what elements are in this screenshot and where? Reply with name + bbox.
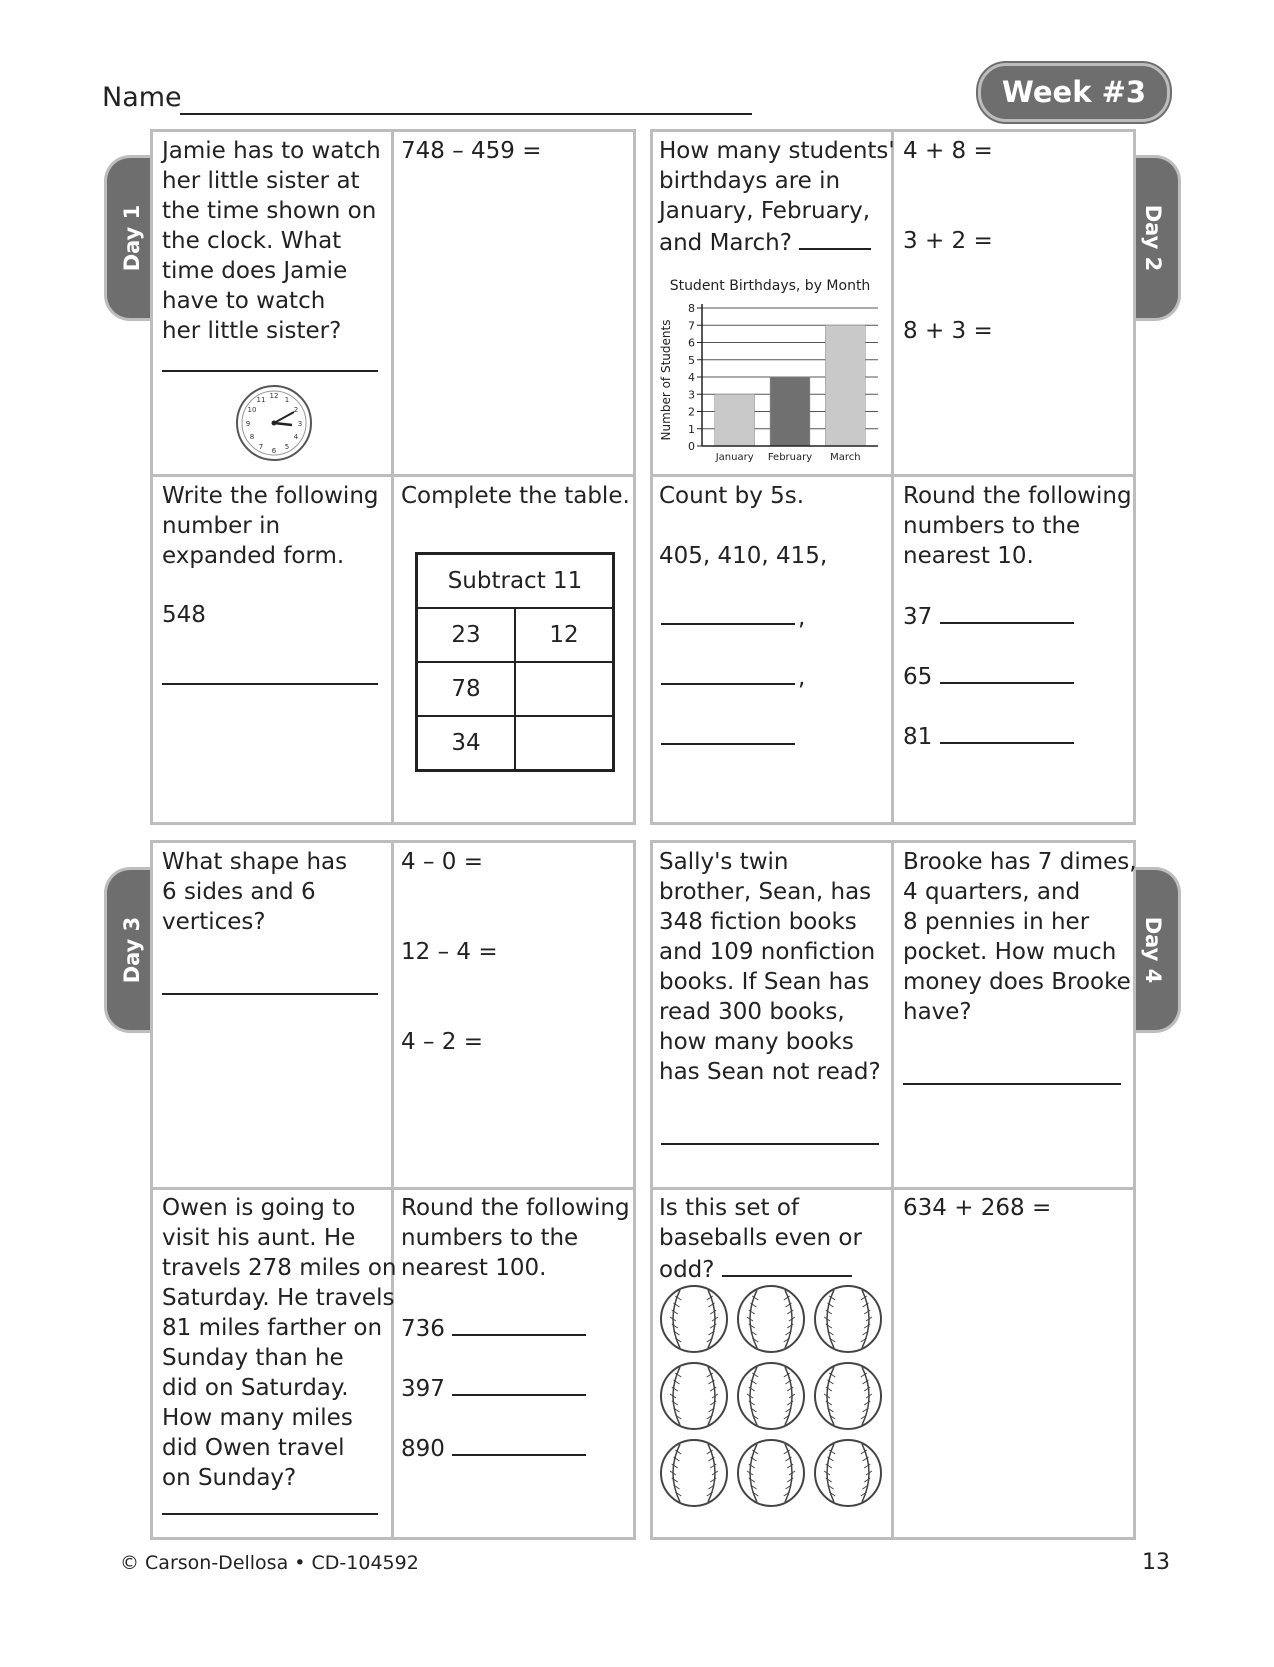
count-comma: ,	[798, 665, 806, 691]
baseball-icon	[738, 1440, 804, 1506]
chart-y-tick-label: 2	[688, 405, 695, 419]
day2-round10-question: Round the following numbers to the nearest 10.	[903, 483, 1132, 569]
table-cell: 78	[417, 662, 516, 716]
round10-item: 81	[903, 720, 1074, 752]
chart-y-tick-label: 3	[688, 388, 695, 402]
clock-num: 7	[258, 443, 264, 451]
day1-expanded-answer-line	[162, 683, 378, 685]
table-header: Subtract 11	[417, 554, 614, 609]
chart-y-axis-label: Number of Students	[659, 319, 673, 441]
day1-expanded-form-question: Write the following number in expanded form.	[162, 483, 379, 569]
chart-y-tick-label: 7	[688, 319, 695, 333]
day3-miles-question: Owen is going to visit his aunt. He travels 278 miles on Saturday. He travels 81 miles farther on Sunday than he did on Saturday. How many miles did Owen travel on Sunday?	[162, 1195, 397, 1491]
day3-subtraction-2: 12 – 4 =	[401, 939, 498, 965]
round10-item: 65	[903, 660, 1074, 692]
round10-item: 37	[903, 600, 1074, 632]
chart-x-tick-label: January	[715, 452, 754, 463]
table-cell: 23	[417, 608, 516, 662]
clock-num: 12	[269, 392, 279, 400]
baseball-icon	[661, 1286, 727, 1352]
baseball-icon	[815, 1286, 881, 1352]
name-line	[180, 113, 752, 115]
count-comma: ,	[798, 605, 806, 631]
chart-y-tick-label: 0	[688, 440, 695, 453]
clock-num: 11	[256, 396, 266, 404]
chart-bar	[825, 325, 865, 446]
page-number: 13	[1142, 1550, 1170, 1575]
chart-x-tick-label: February	[767, 452, 813, 463]
day4-baseball-question: Is this set of baseballs even or odd?	[659, 1195, 862, 1283]
baseball-icon	[661, 1363, 727, 1429]
table-cell: 34	[417, 716, 516, 771]
chart-y-tick-label: 1	[688, 422, 695, 436]
day4-money-question: Brooke has 7 dimes, 4 quarters, and 8 pennies in her pocket. How much money does Brooke have?	[903, 849, 1137, 1025]
day2-addition-3: 8 + 3 =	[903, 318, 993, 344]
chart-y-tick-label: 6	[688, 336, 695, 350]
chart-y-tick-label: 5	[688, 353, 695, 367]
day3-round100-question: Round the following numbers to the nearest 100.	[401, 1195, 630, 1281]
day4-addition: 634 + 268 =	[903, 1195, 1052, 1221]
round100-item: 736	[401, 1312, 586, 1344]
day3-shape-answer-line	[162, 993, 378, 995]
table-cell[interactable]	[515, 716, 614, 771]
day3-subtraction-3: 4 – 2 =	[401, 1029, 483, 1055]
count-blank-2[interactable]	[661, 683, 795, 685]
count-blank-3[interactable]	[661, 743, 795, 745]
chart-y-tick-label: 8	[688, 302, 695, 315]
count-blank-1[interactable]	[661, 623, 795, 625]
day4-books-question: Sally's twin brother, Sean, has 348 fiction books and 109 nonfiction books. If Sean has read 300 books, how many books has Sean not read?	[659, 849, 881, 1085]
week-badge: Week #3	[978, 63, 1170, 122]
clock-num: 4	[293, 433, 299, 441]
day2-addition-1: 4 + 8 =	[903, 138, 993, 164]
baseball-icon	[815, 1363, 881, 1429]
day1-subtraction: 748 – 459 =	[401, 138, 542, 164]
day1-table-title: Complete the table.	[401, 483, 630, 509]
baseball-icon	[661, 1440, 727, 1506]
birthday-bar-chart	[652, 276, 888, 470]
day4-money-answer-line	[903, 1083, 1121, 1085]
copyright: © Carson-Dellosa • CD-104592	[120, 1552, 419, 1574]
day2-count-sequence: 405, 410, 415,	[659, 543, 828, 569]
day4-books-answer-line	[661, 1143, 879, 1145]
day2-addition-2: 3 + 2 =	[903, 228, 993, 254]
chart-bar	[770, 377, 810, 446]
day-4-tab: Day 4	[1128, 867, 1181, 1033]
day3-shape-question: What shape has 6 sides and 6 vertices?	[162, 849, 348, 935]
baseball-icon	[815, 1440, 881, 1506]
clock-num: 5	[284, 443, 290, 451]
baseballs-group	[658, 1283, 888, 1513]
clock-num: 10	[247, 406, 257, 414]
day2-count-title: Count by 5s.	[659, 483, 805, 509]
day-1-tab: Day 1	[104, 155, 157, 321]
subtract-table	[415, 552, 615, 772]
day1-clock-answer-line	[162, 370, 378, 372]
day2-birthday-question: How many students' birthdays are in January, February, and March?	[659, 138, 895, 256]
name-label: Name	[102, 82, 182, 113]
clock-num: 6	[271, 447, 277, 455]
day3-subtraction-1: 4 – 0 =	[401, 849, 483, 875]
clock-num: 8	[249, 433, 255, 441]
clock-num: 2	[293, 406, 299, 414]
clock-num: 1	[284, 396, 290, 404]
chart-title: Student Birthdays, by Month	[669, 278, 871, 294]
table-cell: 12	[515, 608, 614, 662]
chart-y-tick-label: 4	[688, 371, 695, 384]
round100-item: 397	[401, 1372, 586, 1404]
table-cell[interactable]	[515, 662, 614, 716]
round100-item: 890	[401, 1432, 586, 1464]
clock-num: 3	[297, 420, 303, 428]
day1-clock-question: Jamie has to watch her little sister at the time shown on the clock. What time does Jamie have to watch her little sister?	[162, 138, 381, 344]
chart-bar	[715, 394, 755, 446]
day3-miles-answer-line	[162, 1513, 378, 1515]
clock-num: 9	[245, 420, 251, 428]
clock-icon	[234, 383, 314, 463]
chart-x-tick-label: March	[830, 452, 861, 463]
baseball-icon	[738, 1363, 804, 1429]
day1-expanded-number: 548	[162, 602, 206, 628]
baseball-icon	[738, 1286, 804, 1352]
day-3-tab: Day 3	[104, 867, 157, 1033]
day-2-tab: Day 2	[1128, 155, 1181, 321]
